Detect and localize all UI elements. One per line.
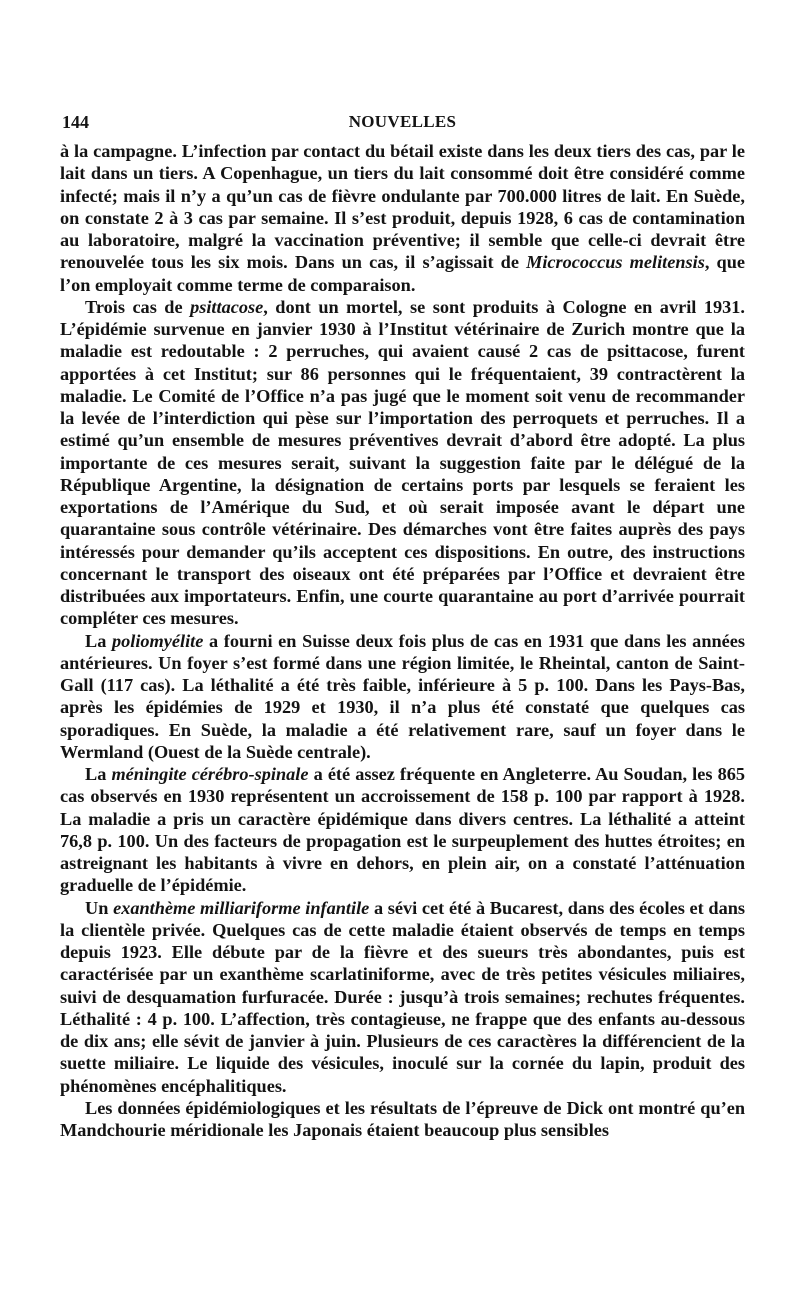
- paragraph-text: La: [85, 764, 112, 784]
- paragraph-text: , dont un mortel, se sont produits à Cologne en avril 1931. L’épidémie survenue en janvier 1930 à l’Institut vétérinaire de Zurich montre que la maladie est redoutable : 2 perruches, qui avaient causé 2 cas de psittacose, furent apportées à cet Institut; sur 86 personnes qui le fréquentaient, 39 contractèrent la maladie. Le Comité de l’Office n’a pas jugé que le moment soit venu de recommander la levée de l’interdiction qui pèse sur l’importation des perroquets et perruches. Il a estimé qu’un ensemble de mesures préventives devrait d’abord être adopté. La plus importante de ces mesures serait, suivant la suggestion faite par le délégué de la République Argentine, la désignation de certains ports par lesquels se feraient les exportations de l’Amérique du Sud, et où serait imposée avant le départ une quarantaine sous contrôle vétérinaire. Des démarches vont être faites auprès des pays intéressés pour demander qu’ils acceptent ces dispositions. En outre, des instructions concernant le transport des oiseaux ont été préparées par l’Office et devraient être distribuées aux importateurs. Enfin, une courte quarantaine au port d’arrivée pourrait compléter ces mesures.: [60, 296, 745, 629]
- page-header: [60, 112, 745, 140]
- paragraph-text: Un: [85, 897, 114, 918]
- paragraph-exanthema: [60, 897, 745, 1097]
- paragraph-meningitis: [60, 763, 745, 897]
- page-number: 144: [62, 112, 89, 132]
- paragraph-text: Les données épidémiologiques et les résultats de l’épreuve de Dick ont montré qu’en Mandchourie méridionale les Japonais étaient beaucoup plus sensibles: [60, 1097, 745, 1140]
- book-page: [60, 112, 745, 1141]
- paragraph-text: a été assez fréquente en Angleterre. Au Soudan, les 865 cas observés en 1930 représentent un accroissement de 158 p. 100 par rapport à 1928. La maladie a pris un caractère épidémique dans divers centres. La léthalité a atteint 76,8 p. 100. Un des facteurs de propagation est le surpeuplement des huttes étroites; en astreignant les habitants à vivre en dehors, en plein air, on a constaté l’atténuation graduelle de l’épidémie.: [60, 764, 746, 896]
- paragraph-psittacosis: [60, 296, 745, 630]
- running-title: NOUVELLES: [348, 112, 457, 131]
- paragraph-dick-test: [60, 1097, 745, 1142]
- disease-term: méningite cérébro-spinale: [111, 764, 309, 784]
- body-text: [60, 140, 745, 1141]
- paragraph-poliomyelitis: [60, 630, 745, 764]
- paragraph-brucellosis-continued: [60, 140, 745, 296]
- paragraph-text: Trois cas de: [85, 296, 191, 317]
- paragraph-text: La: [85, 630, 112, 651]
- paragraph-text: a sévi cet été à Bucarest, dans des écoles et dans la clientèle privée. Quelques cas de cette maladie étaient observés de temps en temps depuis 1923. Elle débute par de la fièvre et des sueurs très abondantes, puis est caractérisée par un exanthème scarlatiniforme, avec de très petites vésicules miliaires, suivi de desquamation furfuracée. Durée : jusqu’à trois semaines; rechutes fréquentes. Léthalité : 4 p. 100. L’affection, très contagieuse, ne frappe que des enfants au-dessous de dix ans; elle sévit de janvier à juin. Plusieurs de ces caractères la différencient de la suette miliaire. Le liquide des vésicules, inoculé sur la cornée du lapin, produit des phénomènes encéphalitiques.: [60, 897, 746, 1096]
- paragraph-text: à la campagne. L’infection par contact du bétail existe dans les deux tiers des cas, par le lait dans un tiers. A Copenhague, un tiers du lait consommé doit être considéré comme infecté; mais il n’y a qu’un cas de fièvre ondulante par 700.000 litres de lait. En Suède, on constate 2 à 3 cas par semaine. Il s’est produit, depuis 1928, 6 cas de contamination au laboratoire, malgré la vaccination préventive; il semble que celle-ci devrait être renouvelée tous les six mois. Dans un cas, il s’agissait de: [60, 141, 745, 273]
- paragraph-text: , que l’on employait comme terme de comparaison.: [60, 252, 745, 295]
- disease-term: psittacose: [190, 296, 264, 317]
- species-name: Micrococcus melitensis: [526, 252, 705, 273]
- disease-term: exanthème milliariforme infantile: [113, 897, 370, 918]
- disease-term: poliomyélite: [111, 630, 204, 651]
- paragraph-text: a fourni en Suisse deux fois plus de cas en 1931 que dans les années antérieures. Un foyer s’est formé dans une région limitée, le Rheintal, canton de Saint-Gall (117 cas). La léthalité a été très faible, inférieure à 5 p. 100. Dans les Pays-Bas, après les épidémies de 1929 et 1930, il n’a plus été constaté que quelques cas sporadiques. En Suède, la maladie a été relativement rare, sauf un foyer dans le Wermland (Ouest de la Suède centrale).: [60, 630, 745, 762]
